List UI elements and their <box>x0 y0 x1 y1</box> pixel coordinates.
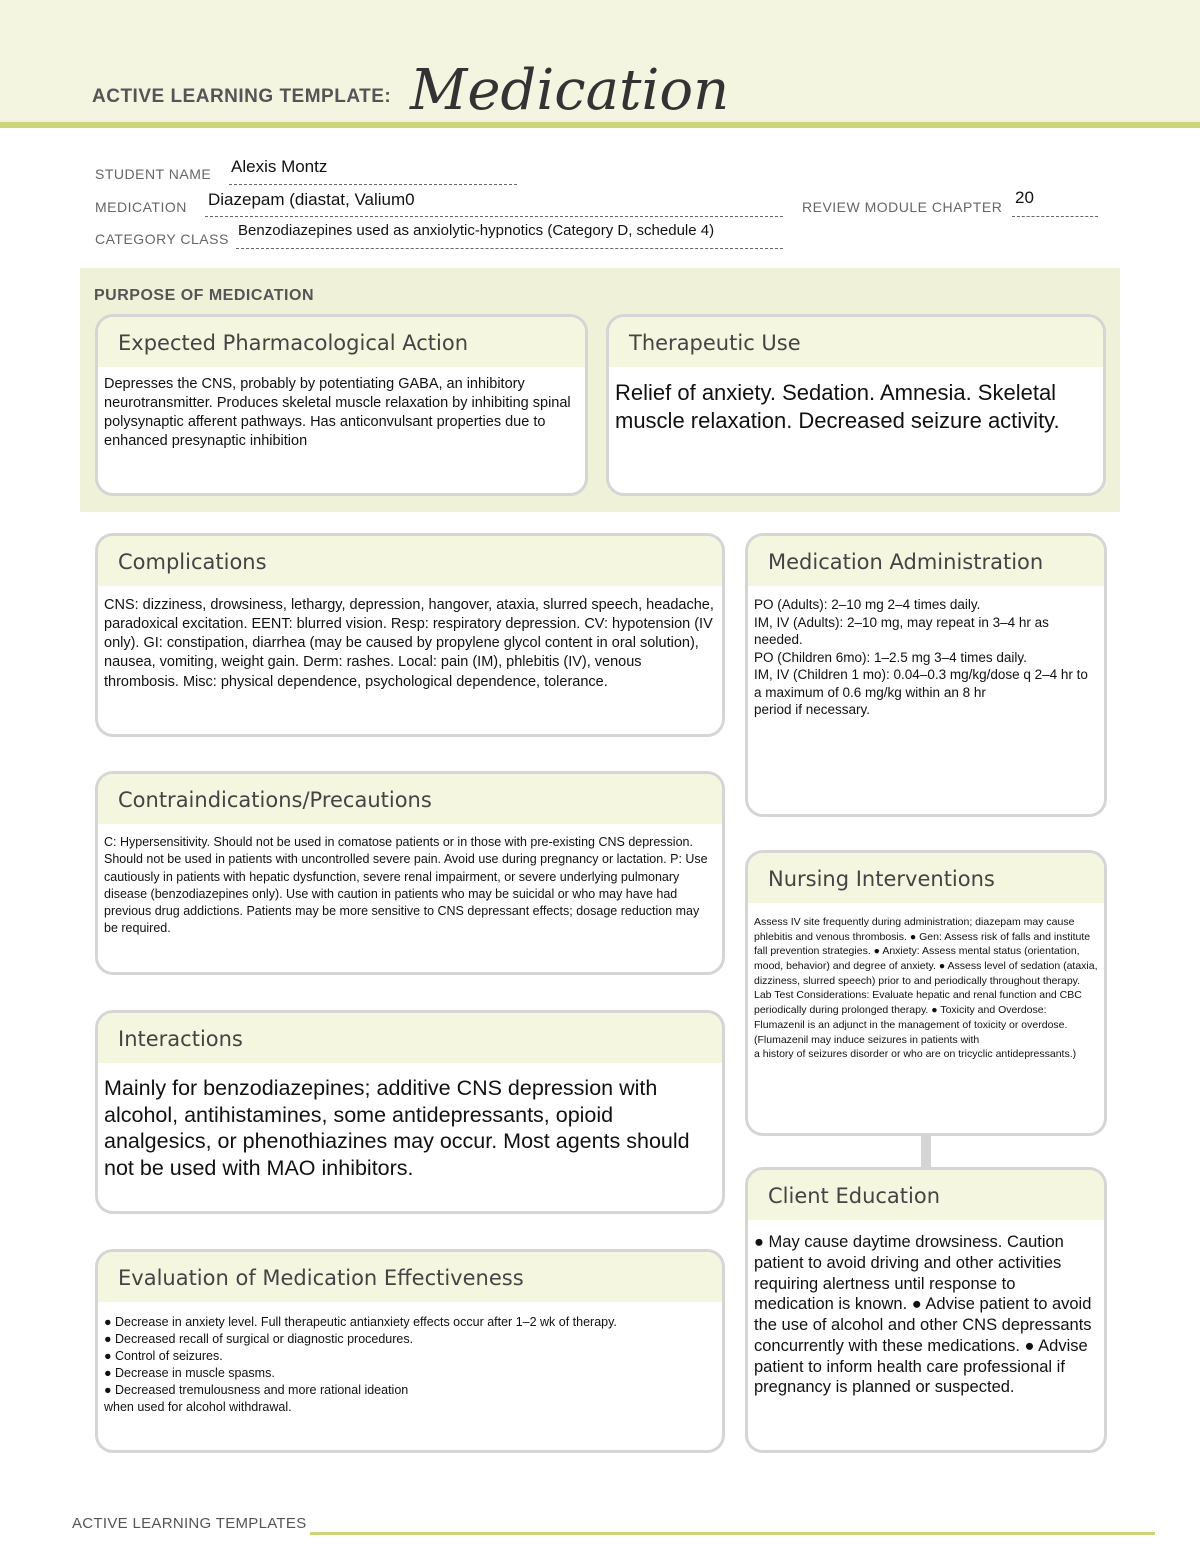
nursing-interventions-body <box>748 903 1104 1062</box>
evaluation-line: ● Decreased tremulousness and more rational ideation <box>104 1383 409 1397</box>
review-module-chapter-label: REVIEW MODULE CHAPTER <box>802 199 1003 215</box>
expected-action-body: Depresses the CNS, probably by potentiating GABA, an inhibitory neurotransmitter. Produces skeletal muscle relaxation by inhibiting spinal polysynaptic afferent pathways. Has anticonvulsant properties due to enhanced presynaptic inhibition <box>104 376 571 449</box>
administration-title: Medication Administration <box>748 536 1104 586</box>
expected-action-title: Expected Pharmacological Action <box>98 317 585 367</box>
medication-label: MEDICATION <box>95 199 187 215</box>
nursing-interventions-title: Nursing Interventions <box>748 853 1104 903</box>
therapeutic-use-body: Relief of anxiety. Sedation. Amnesia. Skeletal muscle relaxation. Decreased seizure activity. <box>615 380 1060 433</box>
expected-action-card <box>95 314 588 496</box>
administration-line: IM, IV (Adults): 2–10 mg, may repeat in 3–4 hr as needed. <box>754 614 1049 648</box>
contraindications-title: Contraindications/Precautions <box>98 774 722 824</box>
review-module-chapter-field[interactable] <box>1012 188 1098 217</box>
evaluation-line: ● Decrease in anxiety level. Full therapeutic antianxiety effects occur after 1–2 wk of therapy. <box>104 1315 617 1329</box>
evaluation-line: ● Decrease in muscle spasms. <box>104 1366 275 1380</box>
medication-field[interactable] <box>205 190 783 217</box>
administration-card <box>745 533 1107 817</box>
evaluation-line: ● Control of seizures. <box>104 1349 223 1363</box>
client-education-card <box>745 1167 1107 1453</box>
complications-body: CNS: dizziness, drowsiness, lethargy, depression, hangover, ataxia, slurred speech, headache, paradoxical excitation. EENT: blurred vision. Resp: respiratory depression. CV: hypotension (IV only). GI: constipation, diarrhea (may be caused by propylene glycol content in oral solution), nausea, vomiting, weight gain. Derm: rashes. Local: pain (IM), phlebitis (IV), venous thrombosis. Misc: physical dependence, psychological dependence, tolerance. <box>104 597 714 690</box>
therapeutic-use-card <box>606 314 1106 496</box>
purpose-label: PURPOSE OF MEDICATION <box>94 287 314 304</box>
administration-line: period if necessary. <box>754 702 871 718</box>
interactions-title: Interactions <box>98 1013 722 1063</box>
evaluation-line: when used for alcohol withdrawal. <box>104 1400 292 1414</box>
administration-body <box>748 586 1104 719</box>
student-name-label: STUDENT NAME <box>95 166 212 182</box>
evaluation-card <box>95 1249 725 1453</box>
client-education-body: ● May cause daytime drowsiness. Caution patient to avoid driving and other activities requiring alertness until response to medication is known. ● Advise patient to avoid the use of alcohol and other CNS depressants concurrently with these medications. ● Advise patient to inform health care professional if pregnancy is planned or suspected. <box>754 1233 1092 1397</box>
evaluation-line: ● Decreased recall of surgical or diagnostic procedures. <box>104 1332 414 1346</box>
contraindications-body: C: Hypersensitivity. Should not be used in comatose patients or in those with pre-existing CNS depression. Should not be used in patients with uncontrolled severe pain. Avoid use during pregnancy or lactation. P: Use cautiously in patients with hepatic dysfunction, severe renal impairment, or severe underlying pulmonary disease (benzodiazepines only). Use with caution in patients who may be suicidal or who may have had previous drug addictions. Patients may be more sensitive to CNS depressant effects; dosage reduction may be required. <box>104 835 708 936</box>
administration-line: PO (Adults): 2–10 mg 2–4 times daily. <box>754 597 981 612</box>
medication-value: Diazepam (diastat, Valium0 <box>208 190 415 209</box>
student-name-value: Alexis Montz <box>231 157 328 176</box>
therapeutic-use-title: Therapeutic Use <box>609 317 1103 367</box>
category-class-field[interactable] <box>236 222 783 249</box>
footer-rule <box>310 1532 1155 1535</box>
interactions-body: Mainly for benzodiazepines; additive CNS depression with alcohol, antihistamines, some antidepressants, opioid analgesics, or phenothiazines may occur. Most agents should not be used with MAO inhibitors. <box>104 1076 690 1180</box>
administration-line: PO (Children 6mo): 1–2.5 mg 3–4 times daily. <box>754 649 1027 665</box>
card-connector <box>921 1135 931 1167</box>
nursing-interventions-line: a history of seizures disorder or who are on tricyclic antidepressants.) <box>754 1048 1077 1061</box>
complications-title: Complications <box>98 536 722 586</box>
nursing-interventions-card <box>745 850 1107 1136</box>
complications-card <box>95 533 725 737</box>
administration-line: IM, IV (Children 1 mo): 0.04–0.3 mg/kg/dose q 2–4 hr to a maximum of 0.6 mg/kg within an 8 hr <box>754 667 1088 700</box>
contraindications-card <box>95 771 725 975</box>
evaluation-body <box>98 1302 722 1416</box>
category-class-label: CATEGORY CLASS <box>95 231 229 247</box>
nursing-interventions-line: Assess IV site frequently during administration; diazepam may cause phlebitis and venous thrombosis. ● Gen: Assess risk of falls and institute fall prevention strategies. ● Anxiety: Assess mental status (orientation, mood, behavior) and degree of anxiety. ● Assess level of sedation (ataxia, dizziness, slurred speech) prior to and periodically throughout therapy. Lab Test Considerations: Evaluate hepatic and renal function and CBC periodically during prolonged therapy. ● Toxicity and Overdose: Flumazenil is an adjunct in the management of toxicity or overdose. (Flumazenil may induce seizures in patients with <box>754 916 1098 1046</box>
template-label: ACTIVE LEARNING TEMPLATE: <box>92 86 392 107</box>
client-education-title: Client Education <box>748 1170 1104 1220</box>
footer-label: ACTIVE LEARNING TEMPLATES <box>72 1515 307 1532</box>
student-name-field[interactable] <box>229 157 517 185</box>
interactions-card <box>95 1010 725 1214</box>
evaluation-title: Evaluation of Medication Effectiveness <box>98 1252 722 1302</box>
category-class-value: Benzodiazepines used as anxiolytic-hypnotics (Category D, schedule 4) <box>238 222 715 239</box>
template-title: Medication <box>410 58 730 123</box>
review-module-chapter-value: 20 <box>1015 188 1034 207</box>
